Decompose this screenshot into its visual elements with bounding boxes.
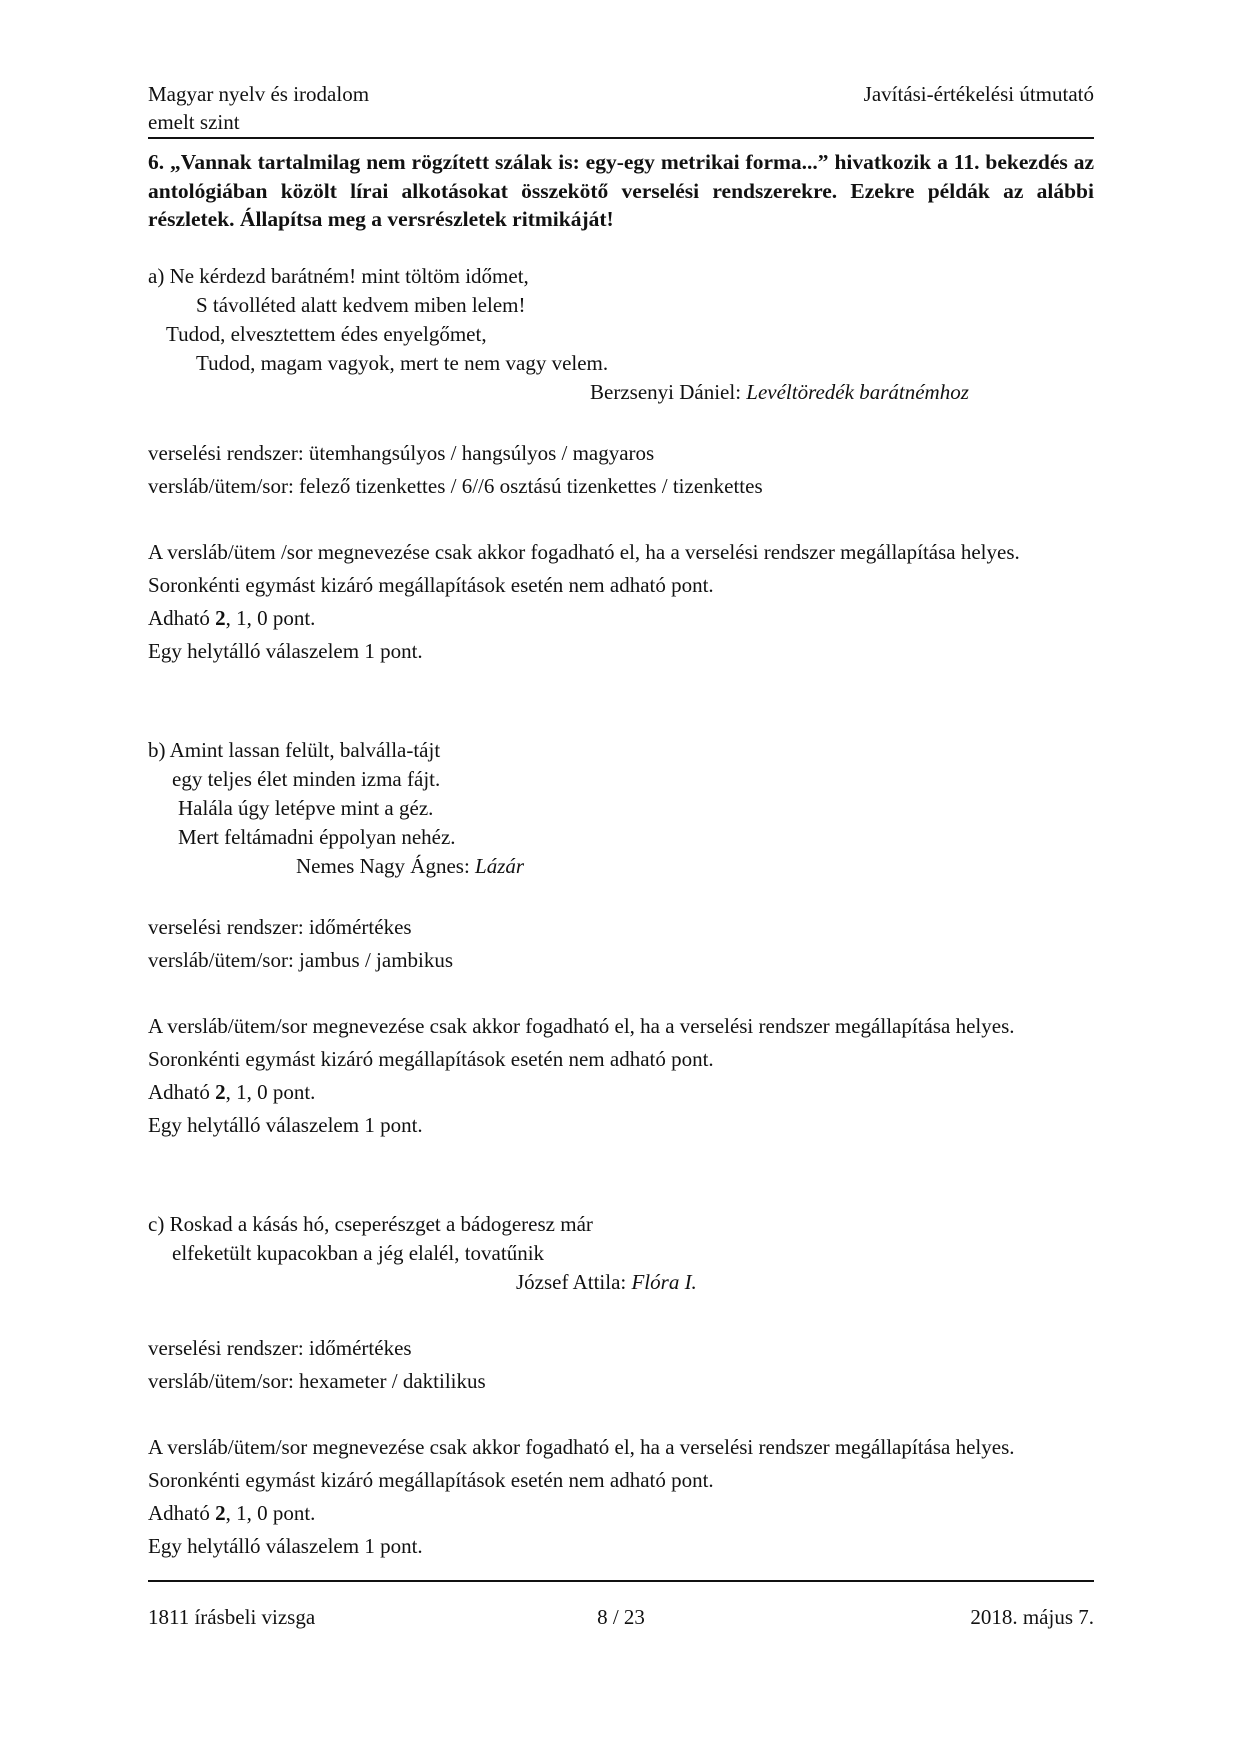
- points-rest: , 1, 0 pont.: [225, 1501, 316, 1525]
- points-max: 2: [215, 1501, 226, 1525]
- poem-line: Tudod, magam vagyok, mert te nem vagy velem.: [196, 351, 609, 375]
- poem-line: Halála úgy letépve mint a géz.: [178, 796, 434, 820]
- poem-attribution: [148, 852, 1094, 881]
- points-max: 2: [215, 1080, 226, 1104]
- acceptance-note: A versláb/ütem/sor megnevezése csak akkor fogadható el, ha a verselési rendszer megállapítása helyes.: [148, 1435, 1015, 1459]
- points-prefix: Adható: [148, 606, 216, 630]
- answer-key-c: [148, 1332, 1094, 1398]
- footer-divider: [148, 1580, 1094, 1582]
- poem-attribution: [148, 378, 1094, 407]
- scoring-notes-b: [148, 1010, 1094, 1142]
- author-name: Nemes Nagy Ágnes:: [296, 854, 476, 878]
- poem-line: Mert feltámadni éppolyan nehéz.: [178, 825, 456, 849]
- header-level: emelt szint: [148, 110, 240, 134]
- answer-key-b: [148, 911, 1094, 977]
- points-prefix: Adható: [148, 1080, 216, 1104]
- header-right: Javítási-értékelési útmutató: [863, 82, 1094, 106]
- versification-system: verselési rendszer: ütemhangsúlyos / hangsúlyos / magyaros: [148, 441, 655, 465]
- points-max: 2: [215, 606, 226, 630]
- poem-line: egy teljes élet minden izma fájt.: [172, 767, 441, 791]
- scoring-notes-c: [148, 1431, 1094, 1563]
- work-title: Flóra I.: [631, 1270, 697, 1294]
- poem-line: elfeketült kupacokban a jég elalél, tovatűnik: [172, 1241, 545, 1265]
- points-rest: , 1, 0 pont.: [225, 606, 316, 630]
- poem-line: Tudod, elvesztettem édes enyelgőmet,: [166, 322, 487, 346]
- author-name: Berzsenyi Dániel:: [590, 380, 747, 404]
- scoring-notes-a: [148, 536, 1094, 668]
- meter-line: versláb/ütem/sor: felező tizenkettes / 6//6 osztású tizenkettes / tizenkettes: [148, 474, 763, 498]
- poem-excerpt-b: [148, 736, 1094, 881]
- element-point-note: Egy helytálló válaszelem 1 pont.: [148, 1113, 423, 1137]
- meter-line: versláb/ütem/sor: hexameter / daktilikus: [148, 1369, 486, 1393]
- poem-line: c) Roskad a kásás hó, cseperészget a bádogeresz már: [148, 1212, 593, 1236]
- poem-line: a) Ne kérdezd barátném! mint töltöm időmet,: [148, 264, 529, 288]
- versification-system: verselési rendszer: időmértékes: [148, 1336, 412, 1360]
- versification-system: verselési rendszer: időmértékes: [148, 915, 412, 939]
- header-divider: [148, 137, 1094, 139]
- exclusion-note: Soronkénti egymást kizáró megállapítások esetén nem adható pont.: [148, 573, 714, 597]
- acceptance-note: A versláb/ütem /sor megnevezése csak akkor fogadható el, ha a verselési rendszer megállapítása helyes.: [148, 540, 1020, 564]
- poem-line: S távolléted alatt kedvem miben lelem!: [196, 293, 526, 317]
- header-left: [148, 80, 369, 136]
- exam-code: 1811 írásbeli vizsga: [148, 1605, 316, 1629]
- work-title: Lázár: [475, 854, 525, 878]
- element-point-note: Egy helytálló válaszelem 1 pont.: [148, 1534, 423, 1558]
- page-number: 8 / 23: [597, 1605, 645, 1629]
- points-prefix: Adható: [148, 1501, 216, 1525]
- exclusion-note: Soronkénti egymást kizáró megállapítások esetén nem adható pont.: [148, 1468, 714, 1492]
- question-text: 6. „Vannak tartalmilag nem rögzített szálak is: egy-egy metrikai forma...” hivatkozik a 11. bekezdés az antológiában közölt lírai alkotásokat összekötő verselési rendszerekre. Ezekre példák az alábbi részletek. Állapítsa meg a versrészletek ritmikáját!: [148, 150, 1094, 231]
- points-line: [148, 1497, 1094, 1530]
- exam-date: 2018. május 7.: [970, 1605, 1094, 1629]
- meter-line: versláb/ütem/sor: jambus / jambikus: [148, 948, 454, 972]
- poem-excerpt-c: [148, 1210, 1094, 1297]
- answer-key-a: [148, 437, 1094, 503]
- poem-attribution: [148, 1268, 1094, 1297]
- acceptance-note: A versláb/ütem/sor megnevezése csak akkor fogadható el, ha a verselési rendszer megállapítása helyes.: [148, 1014, 1015, 1038]
- points-line: [148, 602, 1094, 635]
- author-name: József Attila:: [516, 1270, 632, 1294]
- points-rest: , 1, 0 pont.: [225, 1080, 316, 1104]
- poem-excerpt-a: [148, 262, 1094, 407]
- points-line: [148, 1076, 1094, 1109]
- work-title: Levéltöredék barátnémhoz: [746, 380, 969, 404]
- header-subject: Magyar nyelv és irodalom: [148, 82, 370, 106]
- element-point-note: Egy helytálló válaszelem 1 pont.: [148, 639, 423, 663]
- poem-line: b) Amint lassan felült, balválla-tájt: [148, 738, 441, 762]
- exclusion-note: Soronkénti egymást kizáró megállapítások esetén nem adható pont.: [148, 1047, 714, 1071]
